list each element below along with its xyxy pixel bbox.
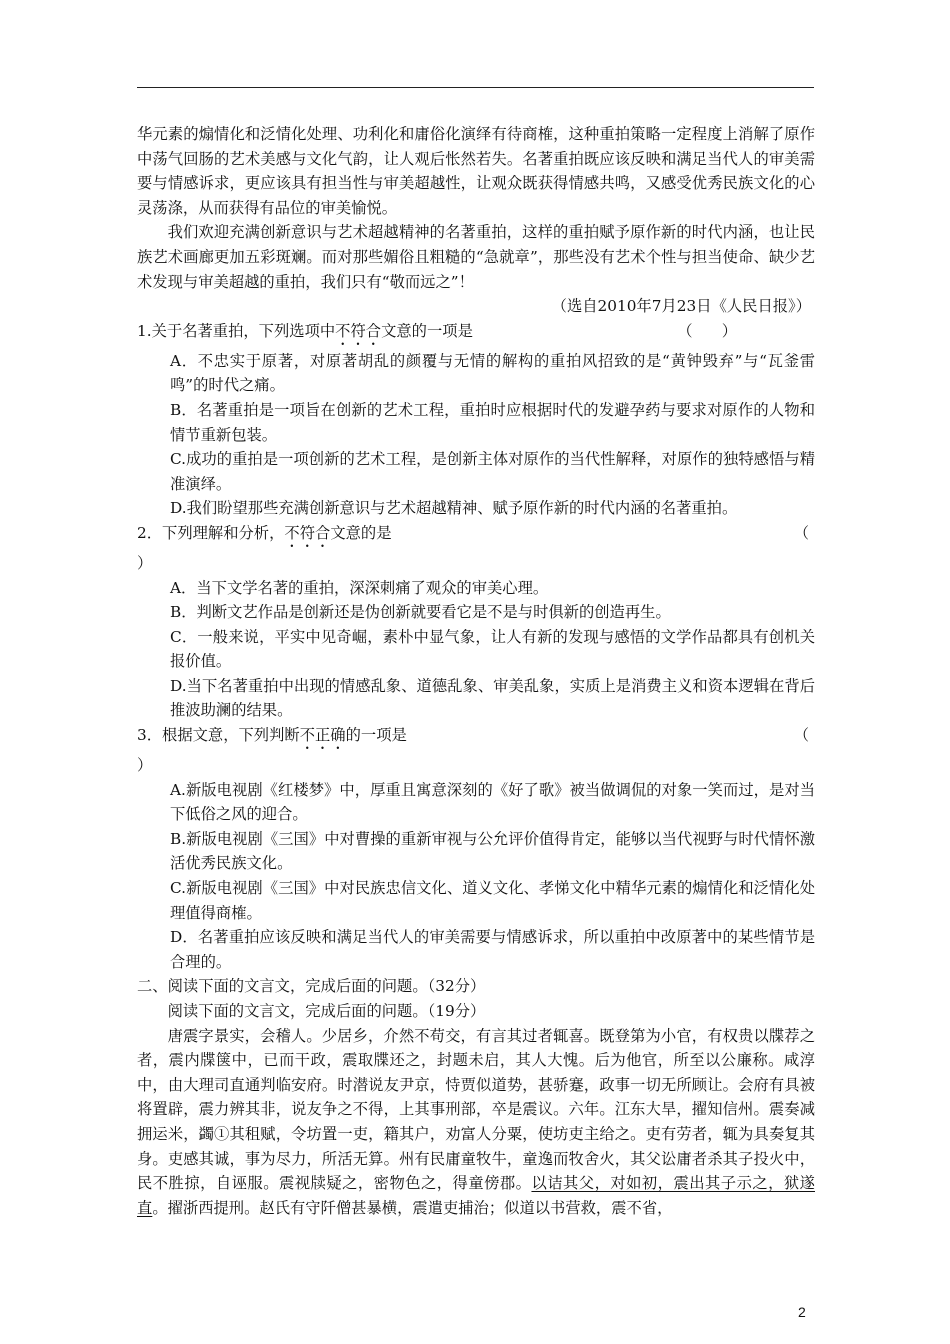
classical-passage: 唐震字景实，会稽人。少居乡，介然不苟交，有言其过者辄喜。既登第为小官，有权贵以牒荐之者，震内牒箧中，已而干政，震取牒还之，封题未启，其人大愧。后为他官，所至以公廉称。咸淳中，由大理司直通判临安府。时潜说友尹京，恃贾似道势，甚骄蹇，政事一切无所顾让。会府有具被将置辟，震力辨其非，说友争之不得，上其事刑部，卒是震议。六年。江东大旱，擢知信州。震奏减拥运米，蠲①其租赋，令坊置一吏，籍其户，劝富人分粟，使坊吏主给之。吏有劳者，辄为具奏复其身。吏感其诚，事为尽力，所活无算。州有民庸童牧牛，童逸而牧舍火，其父讼庸者杀其子投火中，民不胜掠，自诬服。震视牍疑之，密物色之，得童傍郡。以诘其父，对如初，震出其子示之，狱遂直。擢浙西提刑。赵氏有守阡僧甚暴横，震遣吏捕治；似道以书营救，震不省， <box>137 1026 815 1217</box>
section-2-subheading: 阅读下面的文言文，完成后面的问题。（19分） <box>167 1002 486 1020</box>
question-2-option-a: A．当下文学名著的重拍，深深刺痛了观众的审美心理。 <box>170 578 549 597</box>
underlined-sentence: 以诘其父，对如初，震出其子示之，狱遂直 <box>137 1174 815 1217</box>
answer-bracket-open: （ <box>793 523 809 542</box>
question-2-option-c: C．一般来说，平实中见奇崛，素朴中显气象，让人有新的发现与感悟的文学作品都具有创机关报价值。 <box>170 627 815 671</box>
question-3-option-a: A.新版电视剧《红楼梦》中，厚重且寓意深刻的《好了歌》被当做调侃的对象一笑而过，是对当下低俗之风的迎合。 <box>170 780 815 824</box>
emphasis-dots: 不符合 <box>284 523 331 542</box>
answer-bracket-close: ） <box>137 553 153 572</box>
question-2-option-b: B．判断文艺作品是创新还是伪创新就要看它是不是与时俱新的创造再生。 <box>170 603 671 622</box>
question-1-option-c: C.成功的重拍是一项创新的艺术工程，是创新主体对原作的当代性解释，对原作的独特感悟与精准演绎。 <box>170 450 815 493</box>
section-2-heading: 二、阅读下面的文言文，完成后面的问题。（32分） <box>137 977 486 996</box>
question-3-option-d: D．名著重拍应该反映和满足当代人的审美需要与情感诉求，所以重拍中改原著中的某些情节是合理的。 <box>170 928 815 971</box>
emphasis-dots: 不正确 <box>299 726 346 745</box>
source-citation: （选自2010年7月23日《人民日报》） <box>551 297 811 316</box>
paragraph-conclusion: 我们欢迎充满创新意识与艺术超越精神的名著重拍，这样的重拍赋予原作新的时代内涵，也让民族艺术画廊更加五彩斑斓。而对那些媚俗且粗糙的“急就章”，那些没有艺术个性与担当使命、缺少艺术发现与审美超越的重拍，我们只有“敬而远之”！ <box>137 223 815 291</box>
header-rule <box>137 87 814 88</box>
question-3-option-b: B.新版电视剧《三国》中对曹操的重新审视与公允评价值得肯定，能够以当代视野与时代情怀激活优秀民族文化。 <box>170 829 815 873</box>
question-1-option-a: A．不忠实于原著，对原著胡乱的颜覆与无情的解构的重拍风招致的是“黄钟毁弃”与“瓦釜雷鸣”的时代之痛。 <box>170 351 815 395</box>
paragraph-continued: 华元素的煽情化和泛情化处理、功利化和庸俗化演绎有待商榷，这种重拍策略一定程度上消解了原作中荡气回肠的艺术美感与文化气韵，让人观后怅然若失。名著重拍既应该反映和满足当代人的审美需要与情感诉求，更应该具有担当性与审美超越性，让观众既获得情感共鸣，又感受优秀民族文化的心灵荡涤，从而获得有品位的审美愉悦。 <box>137 125 815 217</box>
answer-bracket: （ ） <box>677 321 737 340</box>
question-1-option-d: D.我们盼望那些充满创新意识与艺术超越精神、赋予原作新的时代内涵的名著重拍。 <box>170 499 738 518</box>
emphasis-dots: 不符合 <box>335 321 382 340</box>
question-1-stem: 1.关于名著重拍，下列选项中不符合文意的一项是 （ ） <box>137 319 815 349</box>
question-2-stem: 2．下列理解和分析，不符合文意的是 （ <box>137 521 815 551</box>
question-2-option-d: D.当下名著重拍中出现的情感乱象、道德乱象、审美乱象，实质上是消费主义和资本逻辑在背后推波助澜的结果。 <box>170 676 815 720</box>
answer-bracket-close: ） <box>137 756 153 775</box>
answer-bracket-open: （ <box>793 726 809 745</box>
question-3-option-c: C.新版电视剧《三国》中对民族忠信文化、道义文化、孝悌文化中精华元素的煽情化和泛情化处理值得商榷。 <box>170 879 815 922</box>
page-number: 2 <box>798 1304 806 1320</box>
question-1-option-b: B．名著重拍是一项旨在创新的艺术工程，重拍时应根据时代的发避孕药与要求对原作的人物和情节重新包装。 <box>170 400 815 444</box>
page-content <box>137 122 815 1220</box>
question-3-stem: 3．根据文意，下列判断不正确的一项是 （ <box>137 723 815 753</box>
